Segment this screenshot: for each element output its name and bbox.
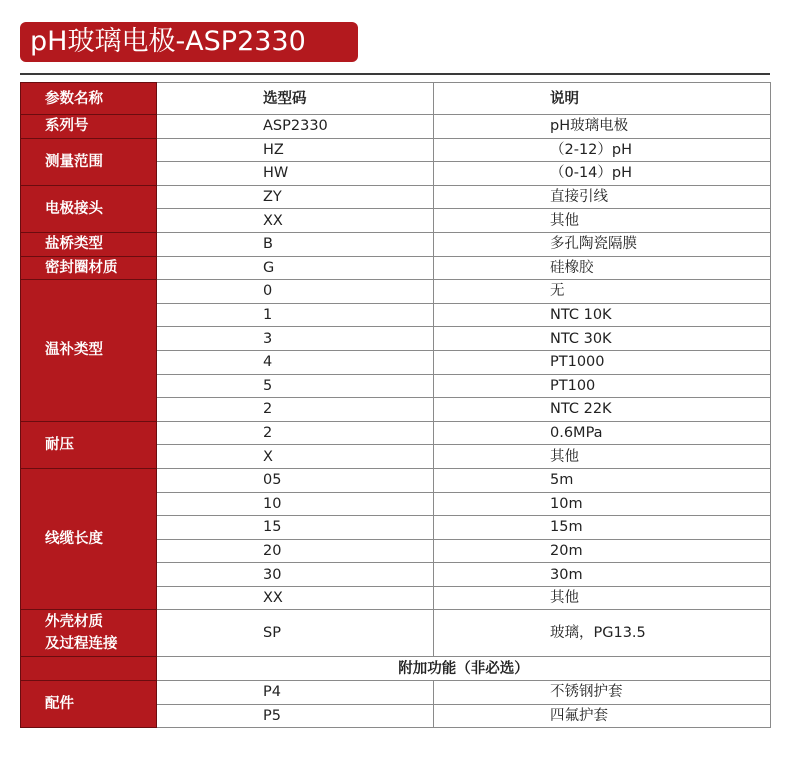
code-cell: XX [157, 209, 434, 233]
param-name-cell: 电极接头 [21, 185, 157, 232]
param-name-cell: 耐压 [21, 421, 157, 468]
header-code: 选型码 [157, 83, 434, 115]
table-row [21, 115, 771, 139]
desc-cell: NTC 10K [434, 303, 771, 327]
desc-cell: 10m [434, 492, 771, 516]
desc-cell: 玻璃，PG13.5 [434, 610, 771, 657]
code-cell: 30 [157, 563, 434, 587]
desc-cell: （0-14）pH [434, 162, 771, 186]
code-cell: 15 [157, 516, 434, 540]
desc-cell: 20m [434, 539, 771, 563]
table-row [21, 138, 771, 162]
param-name-line2: 及过程连接 [45, 636, 118, 653]
param-name-cell: 测量范围 [21, 138, 157, 185]
desc-cell: NTC 22K [434, 398, 771, 422]
page-title: pH玻璃电极-ASP2330 [20, 22, 358, 62]
desc-cell: PT100 [434, 374, 771, 398]
selection-table [20, 82, 771, 728]
table-row [21, 280, 771, 304]
table-row [21, 185, 771, 209]
desc-cell: 0.6MPa [434, 421, 771, 445]
code-cell: 5 [157, 374, 434, 398]
code-cell: 0 [157, 280, 434, 304]
param-name-line1: 外壳材质 [45, 614, 103, 631]
code-cell: HW [157, 162, 434, 186]
param-name-cell: 线缆长度 [21, 468, 157, 610]
addon-header: 附加功能（非必选） [157, 657, 771, 681]
code-cell: P5 [157, 704, 434, 728]
desc-cell: 5m [434, 468, 771, 492]
param-name-cell [21, 610, 157, 657]
code-cell: 2 [157, 421, 434, 445]
table-header-row [21, 83, 771, 115]
table-row [21, 421, 771, 445]
code-cell: 2 [157, 398, 434, 422]
table-row [21, 232, 771, 256]
desc-cell: 多孔陶瓷隔膜 [434, 232, 771, 256]
code-cell: 20 [157, 539, 434, 563]
param-name-cell: 配件 [21, 681, 157, 728]
code-cell: 1 [157, 303, 434, 327]
desc-cell: 15m [434, 516, 771, 540]
desc-cell: 其他 [434, 445, 771, 469]
desc-cell: 直接引线 [434, 185, 771, 209]
code-cell: HZ [157, 138, 434, 162]
param-name-cell: 盐桥类型 [21, 232, 157, 256]
code-cell: 3 [157, 327, 434, 351]
param-name-cell: 温补类型 [21, 280, 157, 422]
desc-cell: 其他 [434, 586, 771, 610]
desc-cell: 硅橡胶 [434, 256, 771, 280]
table-row [21, 681, 771, 705]
code-cell: X [157, 445, 434, 469]
code-cell: 05 [157, 468, 434, 492]
desc-cell: pH玻璃电极 [434, 115, 771, 139]
desc-cell: 无 [434, 280, 771, 304]
table-row [21, 256, 771, 280]
code-cell: B [157, 232, 434, 256]
code-cell: 10 [157, 492, 434, 516]
header-param: 参数名称 [21, 83, 157, 115]
desc-cell: PT1000 [434, 350, 771, 374]
header-desc: 说明 [434, 83, 771, 115]
desc-cell: 其他 [434, 209, 771, 233]
desc-cell: 四氟护套 [434, 704, 771, 728]
code-cell: 4 [157, 350, 434, 374]
addon-blank-cell [21, 657, 157, 681]
code-cell: SP [157, 610, 434, 657]
desc-cell: NTC 30K [434, 327, 771, 351]
code-cell: ASP2330 [157, 115, 434, 139]
desc-cell: 不锈钢护套 [434, 681, 771, 705]
title-divider [20, 73, 770, 75]
table-row [21, 468, 771, 492]
table-row [21, 610, 771, 657]
code-cell: XX [157, 586, 434, 610]
code-cell: G [157, 256, 434, 280]
param-name-cell: 密封圈材质 [21, 256, 157, 280]
desc-cell: 30m [434, 563, 771, 587]
code-cell: ZY [157, 185, 434, 209]
desc-cell: （2-12）pH [434, 138, 771, 162]
param-name-cell: 系列号 [21, 115, 157, 139]
addon-header-row [21, 657, 771, 681]
code-cell: P4 [157, 681, 434, 705]
